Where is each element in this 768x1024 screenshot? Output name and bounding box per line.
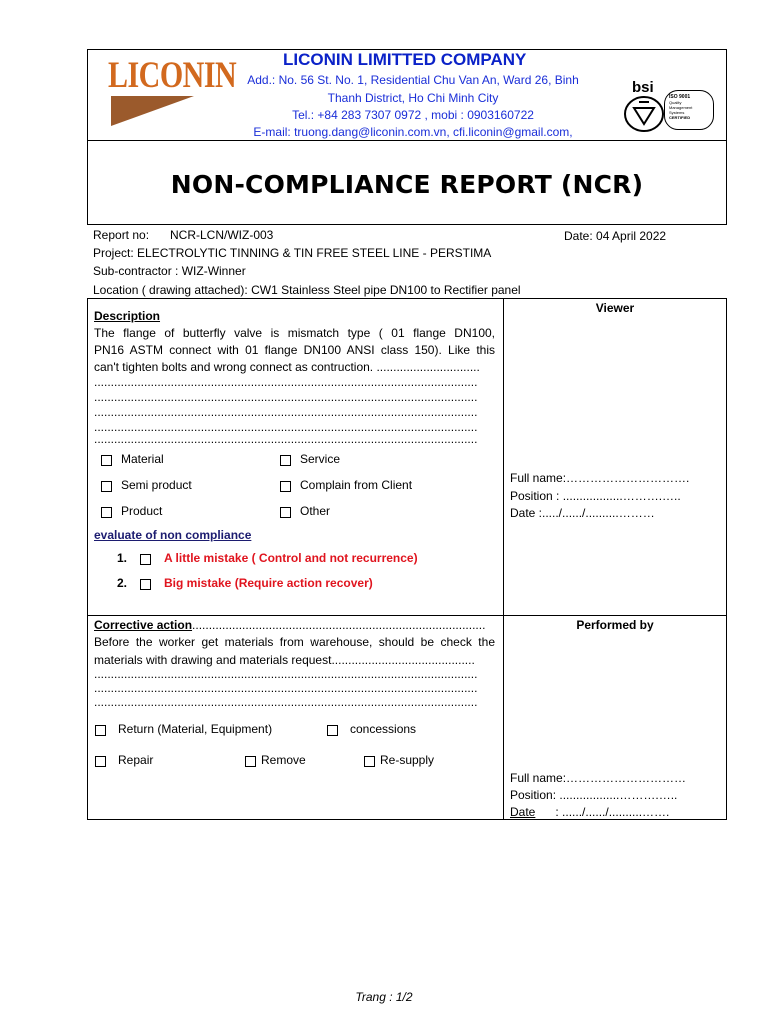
- service-label: Service: [300, 452, 341, 466]
- iso-line: CERTIFIED: [669, 115, 691, 120]
- remove-checkbox[interactable]: [245, 756, 256, 767]
- other-label: Other: [300, 504, 331, 518]
- return-label: Return (Material, Equipment): [118, 722, 273, 736]
- company-phone: Tel.: +84 283 7307 0972 , mobi : 0903160722: [292, 108, 534, 122]
- semi-product-label: Semi product: [121, 478, 192, 492]
- report-no-label: Report no:: [93, 228, 150, 242]
- description-dots: ...................................................................................................................: [94, 390, 478, 404]
- little-mistake-checkbox[interactable]: [140, 554, 151, 565]
- company-name: LICONIN LIMITTED COMPANY: [283, 50, 527, 69]
- description-dots: ...................................................................................................................: [94, 432, 478, 446]
- logo-text: LICONIN: [108, 54, 237, 96]
- performed-full-name: Full name:…………………………: [510, 771, 687, 785]
- big-mistake-checkbox[interactable]: [140, 579, 151, 590]
- header-divider: [87, 140, 727, 141]
- evaluation-heading: evaluate of non compliance: [94, 528, 252, 542]
- logo-triangle-icon: [108, 90, 204, 130]
- return-checkbox[interactable]: [95, 725, 106, 736]
- iso-line: Systems: [669, 110, 685, 115]
- complain-from-client-checkbox[interactable]: [280, 481, 291, 492]
- corrective-line: Before the worker get materials from warehouse, should be check the: [94, 635, 495, 649]
- big-mistake-label: Big mistake (Require action recover): [164, 576, 373, 590]
- iso-badge: [664, 90, 714, 130]
- service-checkbox[interactable]: [280, 455, 291, 466]
- company-email: E-mail: truong.dang@liconin.com.vn, cfi.liconin@gmail.com,: [253, 125, 573, 139]
- product-label: Product: [121, 504, 163, 518]
- bsi-certification-logo: [620, 80, 720, 136]
- performed-date-row: [510, 805, 669, 820]
- iso-line: Management: [669, 105, 693, 110]
- corrective-line: materials with drawing and materials request...........................................: [94, 653, 475, 667]
- concessions-label: concessions: [350, 722, 417, 736]
- repair-label: Repair: [118, 753, 154, 767]
- subcontractor-line: Sub-contractor : WIZ-Winner: [93, 264, 246, 278]
- concessions-checkbox[interactable]: [327, 725, 338, 736]
- report-date: Date: 04 April 2022: [564, 229, 667, 243]
- performed-date-label: Date: [510, 805, 536, 819]
- product-checkbox[interactable]: [101, 507, 112, 518]
- corrective-heading-row: [94, 618, 485, 633]
- iso-line: Quality: [669, 100, 682, 105]
- company-address-line1: Add.: No. 56 St. No. 1, Residential Chu Van An, Ward 26, Binh: [247, 73, 579, 87]
- evaluation-number: 2.: [117, 576, 128, 590]
- evaluation-number: 1.: [117, 551, 128, 565]
- little-mistake-label: A little mistake ( Control and not recurrence): [164, 551, 418, 565]
- complain-from-client-label: Complain from Client: [300, 478, 413, 492]
- re-supply-checkbox[interactable]: [364, 756, 375, 767]
- description-dots: ...................................................................................................................: [94, 405, 478, 419]
- performed-position: Position: ..................……….…..: [510, 788, 678, 802]
- table-row-divider: [87, 615, 727, 616]
- corrective-dots: ...................................................................................................................: [94, 681, 478, 695]
- performed-date-value: : ....../....../..........…….: [535, 805, 670, 819]
- material-label: Material: [121, 452, 164, 466]
- page-number: Trang : 1/2: [355, 990, 413, 1004]
- project-line: Project: ELECTROLYTIC TINNING & TIN FREE STEEL LINE - PERSTIMA: [93, 246, 492, 260]
- company-logo: [108, 54, 237, 128]
- repair-checkbox[interactable]: [95, 756, 106, 767]
- other-checkbox[interactable]: [280, 507, 291, 518]
- description-heading: Description: [94, 309, 161, 323]
- description-dots: ...................................................................................................................: [94, 420, 478, 434]
- report-no-value: NCR-LCN/WIZ-003: [170, 228, 274, 242]
- material-checkbox[interactable]: [101, 455, 112, 466]
- bsi-text: bsi: [632, 79, 654, 96]
- corrective-heading: Corrective action: [94, 618, 193, 632]
- description-line: can't tighten bolts and wrong connect as contruction. ...............................: [94, 360, 480, 374]
- performed-by-heading: Performed by: [576, 618, 654, 632]
- description-line: PN16 ASTM connect with 01 flange DN100 ANSI class 150). Like this: [94, 343, 495, 357]
- description-dots: ...................................................................................................................: [94, 375, 478, 389]
- iso-line: ISO 9001: [669, 94, 691, 100]
- re-supply-label: Re-supply: [380, 753, 435, 767]
- table-column-divider: [503, 298, 504, 820]
- corrective-heading-dots: ........................................................................................: [192, 618, 486, 632]
- semi-product-checkbox[interactable]: [101, 481, 112, 492]
- bsi-kitemark-icon: [622, 94, 670, 134]
- corrective-dots: ...................................................................................................................: [94, 695, 478, 709]
- report-title: NON-COMPLIANCE REPORT (NCR): [170, 170, 644, 199]
- remove-label: Remove: [261, 753, 306, 767]
- viewer-date: Date :...../....../..........………: [510, 506, 655, 520]
- description-line: The flange of butterfly valve is mismatch type ( 01 flange DN100,: [94, 326, 495, 340]
- company-address-line2: Thanh District, Ho Chi Minh City: [327, 91, 499, 105]
- viewer-heading: Viewer: [595, 301, 635, 315]
- corrective-dots: ...................................................................................................................: [94, 667, 478, 681]
- location-line: Location ( drawing attached): CW1 Stainless Steel pipe DN100 to Rectifier panel: [93, 283, 521, 297]
- viewer-position: Position : ..................……….…..: [510, 489, 681, 503]
- viewer-full-name: Full name:………………………….: [510, 471, 690, 485]
